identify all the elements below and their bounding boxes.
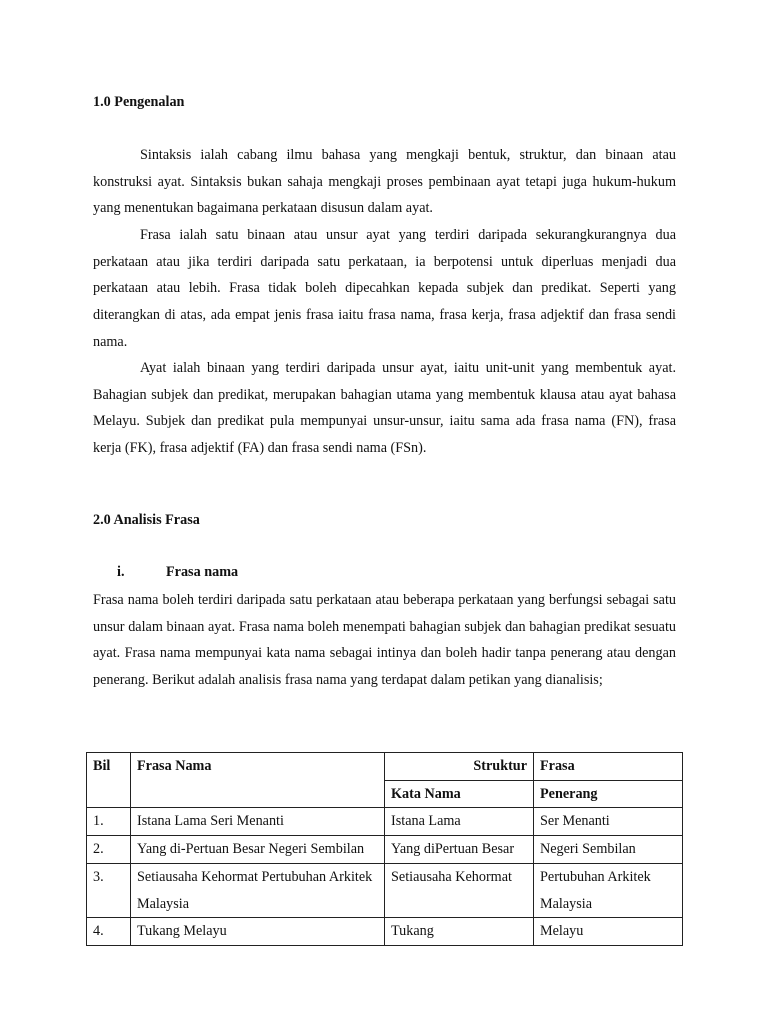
cell-kata-nama: Tukang [385,918,534,946]
paragraph-frasa-nama: Frasa nama boleh terdiri daripada satu perkataan atau beberapa perkataan yang berfungsi sebagai satu unsur dalam binaan ayat. Frasa nama boleh menempati bahagian subjek dan bahagian predikat sesuatu ayat. Frasa nama mempunyai kata nama sebagai intinya dan boleh hadir tanpa penerang atau dengan penerang. Berikut adalah analisis frasa nama yang terdapat dalam petikan yang dianalisis; [93,592,676,689]
paragraph-sintaksis: Sintaksis ialah cabang ilmu bahasa yang mengkaji bentuk, struktur, dan binaan atau konstruksi ayat. Sintaksis bukan sahaja mengkaji proses pembinaan ayat tetapi juga hukum-hukum yang menentukan bagaimana perkataan disusun dalam ayat. [93,147,676,217]
header-frasa-nama: Frasa Nama [131,753,385,808]
header-frasa: Frasa [534,753,683,781]
cell-bil: 3. [87,863,131,917]
cell-penerang: Ser Menanti [534,808,683,836]
table-row [87,918,683,946]
cell-penerang: Melayu [534,918,683,946]
cell-frasa: Setiausaha Kehormat Pertubuhan Arkitek Malaysia [131,863,385,917]
subsection-title: Frasa nama [166,564,239,580]
cell-frasa: Yang di-Pertuan Besar Negeri Sembilan [131,836,385,864]
cell-frasa: Tukang Melayu [131,918,385,946]
frasa-nama-table [86,752,683,946]
header-penerang: Penerang [534,780,683,808]
cell-bil: 2. [87,836,131,864]
table-row [87,836,683,864]
subsection-number: i. [117,564,125,580]
cell-bil: 1. [87,808,131,836]
paragraph-ayat: Ayat ialah binaan yang terdiri daripada unsur ayat, iaitu unit-unit yang membentuk ayat. Bahagian subjek dan predikat, merupakan bahagian utama yang membentuk klausa atau ayat bahasa Melayu. Subjek dan predikat pula mempunyai unsur-unsur, iaitu sama ada frasa nama (FN), frasa kerja (FK), frasa adjektif (FA) dan frasa sendi nama (FSn). [93,360,676,457]
table-row [87,808,683,836]
paragraph-frasa: Frasa ialah satu binaan atau unsur ayat yang terdiri daripada sekurangkurangnya dua perkataan atau jika terdiri daripada satu perkataan, ia berpotensi untuk diperluas menjadi dua perkataan atau lebih. Frasa tidak boleh dipecahkan kepada subjek dan predikat. Seperti yang diterangkan di atas, ada empat jenis frasa iaitu frasa nama, frasa kerja, frasa adjektif dan frasa sendi nama. [93,227,676,350]
header-kata-nama: Kata Nama [385,780,534,808]
section-heading-pengenalan: 1.0 Pengenalan [93,94,185,110]
table-header-row [87,753,683,781]
header-struktur: Struktur [385,753,534,781]
table-row [87,863,683,917]
cell-penerang: Negeri Sembilan [534,836,683,864]
cell-kata-nama: Setiausaha Kehormat [385,863,534,917]
cell-kata-nama: Istana Lama [385,808,534,836]
cell-kata-nama: Yang diPertuan Besar [385,836,534,864]
cell-frasa: Istana Lama Seri Menanti [131,808,385,836]
header-bil: Bil [87,753,131,808]
cell-bil: 4. [87,918,131,946]
section-heading-analisis-frasa: 2.0 Analisis Frasa [93,512,200,528]
cell-penerang: Pertubuhan Arkitek Malaysia [534,863,683,917]
